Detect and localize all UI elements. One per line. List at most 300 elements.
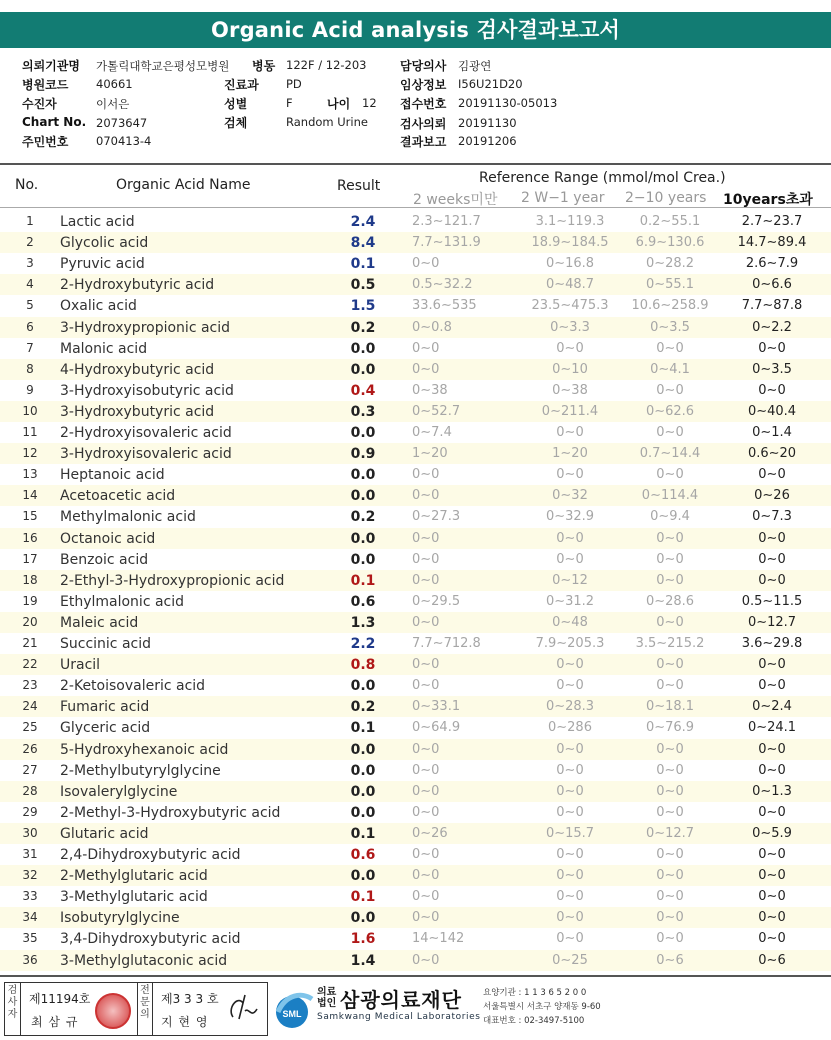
table-row (0, 401, 831, 422)
receipt-value: 20191130-05013 (458, 96, 558, 110)
divider-bottom (0, 975, 831, 977)
table-row (0, 802, 831, 823)
ref-over-10-years: 3.6∼29.8 (741, 636, 803, 651)
result-value: 0.0 (350, 783, 376, 800)
result-value: 0.0 (350, 910, 376, 927)
ref-2-10-years: 0.2∼55.1 (639, 214, 701, 229)
acid-name: 3,4-Dihydroxybutyric acid (60, 931, 241, 948)
ref-over-10-years: 0∼12.7 (747, 614, 797, 630)
acid-name: 2-Ethyl-3-Hydroxypropionic acid (60, 572, 285, 589)
row-number: 3 (26, 256, 34, 271)
acid-name: 2-Methylglutaric acid (60, 868, 208, 885)
acid-name: Isovalerylglycine (60, 783, 178, 800)
age-label: 나이 (327, 97, 351, 111)
table-row (0, 443, 831, 464)
ref-2w-1-year: 0∼0 (556, 741, 584, 757)
ref-2-10-years: 0∼6 (656, 952, 684, 968)
table-row (0, 823, 831, 844)
ref-over-10-years: 0.5∼11.5 (741, 593, 803, 609)
ref-under-2-weeks: 7.7∼131.9 (412, 235, 481, 251)
dept-label: 진료과 (224, 78, 259, 92)
ref-over-10-years: 0∼0 (758, 657, 786, 673)
ref-2w-1-year: 0∼32 (552, 488, 588, 504)
clinical-value: I56U21D20 (458, 77, 523, 91)
ref-2w-1-year: 0∼12 (552, 572, 588, 588)
ref-2w-1-year: 3.1∼119.3 (535, 214, 605, 229)
result-value: 1.3 (350, 614, 376, 631)
table-row (0, 422, 831, 443)
row-number: 21 (22, 636, 38, 650)
result-value: 2.4 (350, 214, 376, 230)
acid-name: Isobutyrylglycine (60, 910, 180, 927)
result-value: 0.2 (350, 699, 376, 716)
patient-info (22, 55, 812, 150)
acid-name: Heptanoic acid (60, 467, 165, 484)
ref-under-2-weeks: 0∼0 (412, 952, 440, 968)
ref-under-2-weeks: 0∼38 (412, 382, 448, 398)
row-number: 25 (22, 720, 38, 735)
row-number: 17 (22, 551, 38, 566)
acid-name: Methylmalonic acid (60, 509, 196, 526)
table-row (0, 591, 831, 612)
row-number: 10 (22, 403, 38, 418)
table-row (0, 528, 831, 549)
row-number: 19 (22, 593, 38, 608)
organization (270, 982, 810, 1034)
acid-name: 2-Ketoisovaleric acid (60, 678, 206, 695)
result-value: 8.4 (350, 235, 376, 252)
patient-label: 수진자 (22, 97, 57, 111)
result-value: 0.0 (350, 361, 376, 378)
ref-2-10-years: 10.6∼258.9 (631, 298, 709, 314)
sex-value: F (286, 96, 293, 110)
ref-over-10-years: 2.6∼7.9 (745, 256, 799, 272)
row-number: 22 (22, 657, 38, 672)
ref-2w-1-year: 0∼0 (556, 910, 584, 926)
acid-name: 5-Hydroxyhexanoic acid (60, 741, 229, 758)
code-value: 40661 (96, 77, 133, 91)
acid-name: 2,4-Dihydroxybutyric acid (60, 847, 241, 863)
ref-2w-1-year: 18.9∼184.5 (531, 235, 609, 251)
table-row (0, 717, 831, 738)
ref-under-2-weeks: 0∼0 (412, 847, 440, 862)
result-value: 0.6 (350, 593, 376, 610)
ref-2-10-years: 0∼55.1 (645, 277, 695, 293)
ref-under-2-weeks: 0∼52.7 (412, 403, 461, 419)
ref-2w-1-year: 0∼48 (552, 614, 588, 630)
row-number: 4 (26, 277, 34, 292)
ref-over-10-years: 0∼0 (758, 572, 786, 588)
ref-2-10-years: 0∼0 (656, 614, 684, 630)
row-number: 34 (22, 910, 38, 925)
header-result: Result (337, 178, 381, 194)
chart-value: 2073647 (96, 116, 148, 130)
ref-2w-1-year: 0∼0 (556, 868, 584, 884)
ref-2-10-years: 0∼62.6 (645, 403, 695, 419)
ref-2-10-years: 0∼0 (656, 551, 684, 567)
ref-over-10-years: 0.6∼20 (747, 446, 797, 462)
ref-2w-1-year: 0∼25 (552, 952, 588, 968)
care-number: 요양기관 : 1 1 3 6 5 2 0 0 (483, 988, 587, 998)
ref-2w-1-year: 0∼28.3 (545, 699, 595, 715)
ref-2-10-years: 0.7∼14.4 (639, 446, 701, 462)
divider-top (0, 163, 831, 165)
ref-2w-1-year: 0∼16.8 (545, 256, 595, 272)
row-number: 1 (26, 214, 34, 228)
ref-over-10-years: 0∼1.3 (752, 783, 792, 799)
acid-name: Succinic acid (60, 636, 152, 652)
ref-2-10-years: 0∼0 (656, 572, 684, 588)
ref-over-10-years: 0∼0 (758, 741, 786, 757)
acid-name: Malonic acid (60, 340, 148, 357)
acid-name: 2-Hydroxyisovaleric acid (60, 425, 232, 441)
ref-2-10-years: 0∼28.6 (645, 593, 695, 609)
ref-over-10-years: 0∼7.3 (752, 509, 792, 525)
table-row (0, 464, 831, 485)
row-number: 31 (22, 847, 38, 861)
acid-name: Glycolic acid (60, 235, 149, 252)
table-row (0, 359, 831, 380)
row-number: 5 (26, 298, 34, 313)
result-value: 0.1 (350, 720, 376, 737)
hospital-value: 가톨릭대학교은평성모병원 (96, 59, 230, 73)
ref-over-10-years: 0∼40.4 (747, 403, 797, 419)
ref-under-2-weeks: 0∼27.3 (412, 509, 461, 525)
table-row (0, 675, 831, 696)
result-value: 0.0 (350, 868, 376, 885)
specimen-value: Random Urine (286, 115, 368, 129)
ward-label: 병동 (252, 59, 276, 73)
acid-name: Glutaric acid (60, 825, 149, 842)
table-row (0, 570, 831, 591)
request-value: 20191130 (458, 116, 517, 130)
ref-under-2-weeks: 7.7∼712.8 (412, 636, 481, 651)
table-row (0, 928, 831, 949)
ref-2-10-years: 0∼76.9 (645, 720, 695, 736)
hospital-label: 의뢰기관명 (22, 59, 80, 73)
dept-value: PD (286, 77, 302, 91)
ref-under-2-weeks: 0∼0 (412, 678, 440, 694)
ref-2-10-years: 0∼0 (656, 804, 684, 820)
inspector-name: 최 삼 규 (31, 1015, 79, 1029)
ref-2w-1-year: 23.5∼475.3 (531, 298, 609, 314)
table-row (0, 549, 831, 570)
table-row (0, 886, 831, 907)
result-value: 0.0 (350, 551, 376, 568)
id-value: 070413-4 (96, 134, 152, 148)
org-contact (483, 986, 601, 1028)
acid-name: 3-Hydroxyisovaleric acid (60, 446, 232, 463)
row-number: 2 (26, 235, 34, 250)
ref-2w-1-year: 0∼211.4 (541, 403, 599, 419)
ref-2-10-years: 0∼0 (656, 678, 684, 694)
ref-over-10-years: 0∼24.1 (747, 720, 797, 736)
ref-under-2-weeks: 0∼0 (412, 783, 440, 799)
ref-over-10-years: 0∼0 (758, 551, 786, 567)
header-age1: 2 weeks미만 (413, 192, 498, 208)
table-row (0, 950, 831, 971)
ref-under-2-weeks: 0∼0 (412, 256, 440, 272)
acid-name: Fumaric acid (60, 699, 150, 716)
ref-over-10-years: 0∼1.4 (752, 425, 792, 440)
ref-2w-1-year: 0∼0 (556, 804, 584, 820)
row-number: 16 (22, 530, 38, 545)
divider-header (0, 207, 831, 208)
report-title: Organic Acid analysis 검사결과보고서 (0, 12, 831, 48)
row-number: 7 (26, 340, 34, 355)
logo-text: SML (282, 1009, 302, 1019)
ref-under-2-weeks: 33.6∼535 (412, 298, 477, 314)
ref-2-10-years: 0∼9.4 (650, 509, 690, 525)
result-value: 0.6 (350, 847, 376, 863)
ref-2-10-years: 0∼0 (656, 382, 684, 398)
ref-2-10-years: 0∼0 (656, 741, 684, 757)
row-number: 6 (26, 319, 34, 334)
result-value: 0.9 (350, 446, 376, 463)
ref-over-10-years: 0∼0 (758, 910, 786, 926)
acid-name: Pyruvic acid (60, 256, 145, 273)
table-row (0, 696, 831, 717)
result-value: 0.5 (350, 277, 376, 294)
ref-under-2-weeks: 0∼0 (412, 361, 440, 377)
ref-over-10-years: 0∼0 (758, 530, 786, 546)
header-age3: 2−10 years (625, 190, 707, 206)
row-number: 30 (22, 825, 38, 840)
signature-icon (223, 989, 263, 1029)
acid-name: Ethylmalonic acid (60, 593, 185, 610)
acid-name: Octanoic acid (60, 530, 156, 547)
ref-under-2-weeks: 0∼7.4 (412, 425, 452, 440)
ref-under-2-weeks: 0∼64.9 (412, 720, 461, 736)
ref-2w-1-year: 0∼3.3 (550, 319, 590, 335)
ref-2w-1-year: 0∼48.7 (545, 277, 595, 293)
table-row (0, 633, 831, 654)
ref-2-10-years: 0∼4.1 (650, 361, 690, 377)
chart-label: Chart No. (22, 115, 87, 129)
acid-name: Lactic acid (60, 214, 135, 230)
result-value: 0.1 (350, 889, 376, 906)
table-row (0, 760, 831, 781)
signature-box (4, 982, 268, 1036)
row-number: 12 (22, 446, 38, 461)
table-row (0, 844, 831, 865)
table-row (0, 907, 831, 928)
row-number: 18 (22, 572, 38, 587)
ward-value: 122F / 12-203 (286, 58, 367, 72)
acid-name: 4-Hydroxybutyric acid (60, 361, 215, 378)
ref-under-2-weeks: 0∼0 (412, 889, 440, 905)
row-number: 28 (22, 783, 38, 798)
ref-2-10-years: 0∼0 (656, 657, 684, 673)
ref-over-10-years: 14.7∼89.4 (737, 235, 807, 251)
acid-name: Glyceric acid (60, 720, 151, 737)
result-value: 0.8 (350, 657, 376, 674)
result-value: 0.2 (350, 509, 376, 526)
ref-under-2-weeks: 0∼0 (412, 467, 440, 483)
table-row (0, 781, 831, 802)
ref-2w-1-year: 0∼0 (556, 847, 584, 862)
table-row (0, 295, 831, 316)
ref-over-10-years: 0∼5.9 (752, 825, 792, 841)
result-value: 0.2 (350, 319, 376, 336)
row-number: 29 (22, 804, 38, 819)
ref-under-2-weeks: 0∼0 (412, 762, 440, 778)
table-row (0, 654, 831, 675)
inspector-label: 검사자 (5, 983, 21, 1035)
ref-under-2-weeks: 2.3∼121.7 (412, 214, 481, 229)
id-label: 주민번호 (22, 135, 69, 149)
acid-name: 2-Methyl-3-Hydroxybutyric acid (60, 804, 281, 821)
table-row (0, 232, 831, 253)
org-address: 서울특별시 서초구 양재동 9-60 (483, 1002, 601, 1012)
ref-under-2-weeks: 0∼29.5 (412, 593, 461, 609)
ref-over-10-years: 0∼0 (758, 804, 786, 820)
table-row (0, 211, 831, 232)
age-value: 12 (362, 96, 377, 110)
ref-2-10-years: 0∼0 (656, 910, 684, 926)
row-number: 14 (22, 488, 38, 503)
ref-under-2-weeks: 0∼0 (412, 572, 440, 588)
header-name: Organic Acid Name (116, 177, 251, 193)
ref-under-2-weeks: 0∼0 (412, 488, 440, 504)
result-value: 0.0 (350, 804, 376, 821)
ref-2w-1-year: 0∼38 (552, 382, 588, 398)
table-row (0, 380, 831, 401)
inspector-seal (95, 993, 131, 1029)
org-name: 삼광의료재단 (340, 988, 462, 1012)
ref-under-2-weeks: 0∼33.1 (412, 699, 461, 715)
result-value: 0.0 (350, 488, 376, 505)
ref-over-10-years: 0∼0 (758, 678, 786, 694)
org-english-name: Samkwang Medical Laboratories (317, 1012, 481, 1022)
ref-2-10-years: 0∼0 (656, 868, 684, 884)
ref-under-2-weeks: 0∼0.8 (412, 319, 452, 335)
ref-2-10-years: 0∼0 (656, 467, 684, 483)
ref-2w-1-year: 0∼0 (556, 530, 584, 546)
doctor-label: 담당의사 (400, 59, 447, 73)
row-number: 26 (22, 741, 38, 756)
ref-2w-1-year: 0∼0 (556, 889, 584, 905)
ref-2-10-years: 0∼0 (656, 783, 684, 799)
ref-2w-1-year: 0∼0 (556, 762, 584, 778)
ref-2-10-years: 0∼0 (656, 425, 684, 440)
report-value: 20191206 (458, 134, 517, 148)
row-number: 27 (22, 762, 38, 777)
acid-name: Benzoic acid (60, 551, 149, 568)
row-number: 11 (22, 425, 38, 439)
ref-over-10-years: 0∼6.6 (752, 277, 792, 293)
receipt-label: 접수번호 (400, 97, 447, 111)
acid-name: Maleic acid (60, 614, 139, 631)
acid-name: 3-Methylglutaric acid (60, 889, 208, 906)
ref-2w-1-year: 1∼20 (552, 446, 588, 462)
acid-name: Uracil (60, 657, 101, 674)
acid-name: 3-Hydroxyisobutyric acid (60, 382, 234, 399)
result-value: 1.5 (350, 298, 376, 315)
row-number: 33 (22, 889, 38, 904)
ref-2-10-years: 0∼0 (656, 340, 684, 356)
inspector-number: 제11194호 (29, 992, 91, 1006)
row-number: 20 (22, 614, 38, 629)
ref-under-2-weeks: 0∼0 (412, 551, 440, 567)
ref-over-10-years: 0∼0 (758, 382, 786, 398)
header-age2: 2 W−1 year (521, 190, 605, 206)
ref-under-2-weeks: 14∼142 (412, 931, 465, 947)
row-number: 9 (26, 382, 34, 397)
ref-under-2-weeks: 0∼0 (412, 804, 440, 820)
org-type: 의료법인 (317, 987, 337, 1009)
ref-under-2-weeks: 0∼0 (412, 614, 440, 630)
result-value: 1.4 (350, 952, 376, 969)
result-value: 0.0 (350, 467, 376, 484)
header-no: No. (15, 177, 39, 193)
acid-name: 2-Methylbutyrylglycine (60, 762, 221, 779)
table-row (0, 253, 831, 274)
ref-2-10-years: 0∼28.2 (645, 256, 695, 272)
acid-name: 3-Hydroxypropionic acid (60, 319, 231, 336)
result-value: 1.6 (350, 931, 376, 948)
ref-2-10-years: 3.5∼215.2 (635, 636, 705, 651)
ref-over-10-years: 0∼26 (754, 488, 790, 504)
ref-over-10-years: 0∼6 (758, 952, 786, 968)
ref-under-2-weeks: 0∼0 (412, 741, 440, 757)
ref-over-10-years: 0∼2.2 (752, 319, 792, 335)
ref-2-10-years: 0∼0 (656, 762, 684, 778)
ref-under-2-weeks: 0∼0 (412, 910, 440, 926)
ref-over-10-years: 0∼0 (758, 868, 786, 884)
ref-2-10-years: 0∼12.7 (645, 825, 695, 841)
ref-over-10-years: 0∼0 (758, 889, 786, 905)
table-row (0, 485, 831, 506)
ref-2-10-years: 0∼3.5 (650, 319, 690, 335)
ref-2-10-years: 0∼0 (656, 847, 684, 862)
specialist-name: 지 현 영 (161, 1015, 209, 1029)
acid-name: 3-Methylglutaconic acid (60, 952, 228, 969)
ref-2w-1-year: 0∼32.9 (545, 509, 595, 525)
ref-2-10-years: 0∼0 (656, 530, 684, 546)
ref-2-10-years: 6.9∼130.6 (635, 235, 705, 251)
clinical-label: 임상정보 (400, 78, 447, 92)
table-row (0, 274, 831, 295)
acid-name: 3-Hydroxybutyric acid (60, 403, 215, 420)
ref-2-10-years: 0∼18.1 (645, 699, 695, 715)
specialist-label: 전문의 (137, 983, 153, 1035)
result-value: 0.0 (350, 425, 376, 441)
row-number: 23 (22, 678, 38, 693)
ref-2w-1-year: 0∼0 (556, 467, 584, 483)
ref-over-10-years: 0∼0 (758, 847, 786, 862)
table-row (0, 317, 831, 338)
ref-2w-1-year: 0∼10 (552, 361, 588, 377)
row-number: 35 (22, 931, 38, 946)
ref-under-2-weeks: 0∼0 (412, 657, 440, 673)
ref-2w-1-year: 7.9∼205.3 (535, 636, 605, 651)
row-number: 32 (22, 868, 38, 883)
result-value: 0.4 (350, 382, 376, 399)
org-phone: 대표번호 : 02-3497-5100 (483, 1016, 585, 1026)
ref-under-2-weeks: 0∼0 (412, 868, 440, 884)
table-row (0, 338, 831, 359)
ref-over-10-years: 0∼0 (758, 467, 786, 483)
ref-under-2-weeks: 0.5∼32.2 (412, 277, 473, 293)
ref-over-10-years: 0∼2.4 (752, 699, 792, 715)
ref-under-2-weeks: 0∼0 (412, 530, 440, 546)
specialist-number: 제3 3 3 호 (161, 992, 219, 1006)
ref-2w-1-year: 0∼0 (556, 551, 584, 567)
ref-over-10-years: 7.7∼87.8 (741, 298, 803, 314)
result-value: 0.0 (350, 678, 376, 695)
ref-2-10-years: 0∼0 (656, 931, 684, 947)
